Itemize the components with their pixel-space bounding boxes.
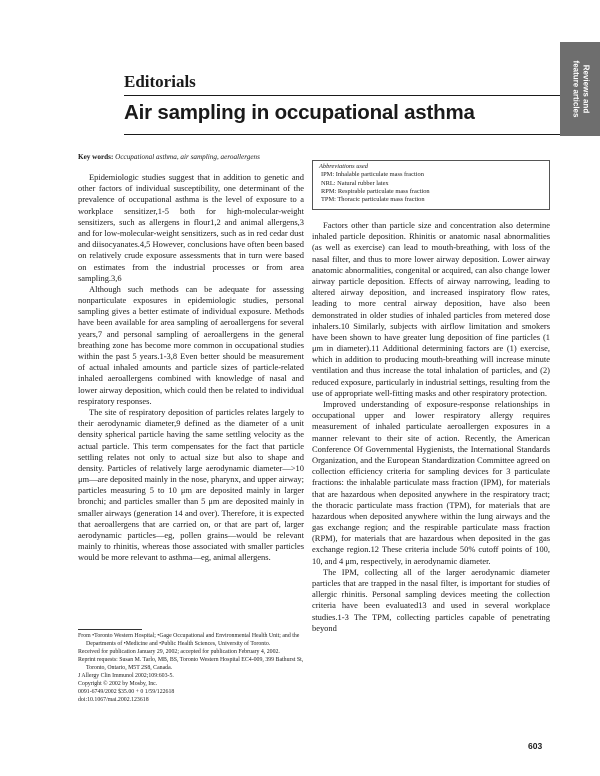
article-title: Air sampling in occupational asthma — [124, 101, 475, 124]
footnote-divider — [78, 629, 142, 630]
section-label: Editorials — [124, 72, 196, 91]
abbreviation-item: TPM: Thoracic particulate mass fraction — [321, 196, 425, 204]
section-tab — [560, 42, 600, 136]
abbreviation-item: RPM: Respirable particulate mass fraction — [321, 187, 430, 195]
section-tab-line1: Reviews and — [581, 64, 591, 114]
abbreviation-item: IPM: Inhalable particulate mass fraction — [321, 171, 424, 179]
footnote-reprints: Reprint requests: Susan M. Tarlo, MB, BS, Toronto Western Hospital EC4-009, 399 Bathurst St, Toronto, Ontario, M5T 2S8, Canada. — [78, 657, 304, 671]
abbreviations-box — [312, 160, 550, 210]
footnote-received: Received for publication January 29, 2002; accepted for publication February 4, 2002. — [78, 649, 280, 655]
paragraph: Epidemiologic studies suggest that in addition to genetic and other factors of individual susceptibility, one determinant of the prevalence of occupational asthma is the level of exposure to a workplace sensitizer,1-5 both for high-molecular-weight sensitizers, such as allergens in flour1,2 and animal allergens,3 and for low-molecular-weight sensitizers, such as in red cedar dust and diisocyanates.4,5 However, conclusions have often been based on relatively crude exposure assessments that in turn were based on estimates from the industrial processes or from area sampling.3,6 — [78, 172, 304, 283]
title-rule-top — [124, 95, 560, 96]
body-right-column — [312, 220, 550, 634]
abbreviation-item: NRL: Natural rubber latex — [321, 179, 389, 187]
abbreviations-title: Abbreviations used — [319, 163, 368, 170]
paragraph: Improved understanding of exposure-response relationships in occupational upper and lower respiratory allergy requires measurement of inhaled particulate aeroallergen exposures in a manner relevant to their site of action. Recently, the American Conference Of Governmental Hygienists, the International Standards Organization, and the European Standardization Committee agreed on collection efficiency criteria for sampling devices for 3 particulate fractions: the inhalable particulate mass fraction (IPM), for materials that are hazardous when deposited anywhere in the respiratory tract; the thoracic particulate mass fraction (TPM), for materials that are hazardous when deposited anywhere within the lung airways and the gas exchange region; and the respirable particulate mass fraction (RPM), for materials that are hazardous when deposited in the gas exchange region.12 These criteria include 50% cutoff points of 100, 10, and 4 μm, respectively, in aerodynamic diameter. — [312, 399, 550, 566]
footnote-copyright: Copyright © 2002 by Mosby, Inc. — [78, 681, 158, 687]
section-tab-label — [570, 61, 590, 118]
page-number: 603 — [528, 741, 543, 751]
paragraph: Factors other than particle size and concentration also determine inhaled particle deposition. Rhinitis or anatomic nasal abnormalities (as well as exercise) can lead to mouth-breathing, with loss of the nasal filter, and thus to more lower airway deposition. Lower airway anatomic abnormalities, congenital or acquired, can also change lower airway particle deposition. Effects of airway narrowing, leading to altered airway deposition, and increased inspiratory flow rates, leading to more central airway deposition, have also been demonstrated in older studies of inhaled particles from metered dose inhalers.10 Similarly, subjects with airflow limitation and smokers have been shown to have greater lung deposition of fine particles (1 μm in diameter).11 Additional determining factors are (1) exercise, which in addition to producing mouth-breathing will increase minute ventilation and thus increase the total inhalation of particles, and (2) reduced exposure, particularly in industrial settings, resulting from the use of appropriate well-fitting masks and other respiratory protection. — [312, 220, 550, 398]
paragraph: The IPM, collecting all of the larger aerodynamic diameter particles that are trapped in the nasal filter, is important for studies of allergic rhinitis. Personal sampling devices meeting the collection criteria have been evaluated13 and used in several workplace studies.1-3 The TPM, collecting particles capable of penetrating beyond — [312, 566, 550, 633]
footnote-doi: doi:10.1067/mai.2002.123618 — [78, 697, 149, 703]
footnote-issn: 0091-6749/2002 $35.00 + 0 1/59/122618 — [78, 689, 175, 695]
paragraph: Although such methods can be adequate for assessing nonparticulate exposures in epidemiologic studies, personal sampling gives a better estimate of individual exposure. Methods have been available for area sampling of aeroallergens for several years,7 and personal sampling of aeroallergens in the general breathing zone has become more common in occupational studies within the past 5 years.1-3,8 Even better should be measurement of actual inhaled amounts and particle sizes of particle-related inhaled aeroallergens combined with knowledge of nasal and lower airway deposition, which could then be related to individual respiratory responses. — [78, 283, 304, 406]
keywords — [78, 153, 318, 162]
section-tab-line2: feature articles — [571, 60, 581, 118]
footnotes — [78, 632, 304, 704]
paragraph: The site of respiratory deposition of particles relates largely to their aerodynamic diameter,9 defined as the diameter of a unit density spherical particle having the same settling velocity as the actual particle. This term compensates for the fact that particle settling relates not only to actual size but also to shape and density. Particles of relatively large aerodynamic diameter—>10 μm—are deposited mainly in the nose, pharynx, and upper airway; particles measuring 5 to 10 μm are deposited mainly in larger bronchi; and particles smaller than 5 μm are deposited mainly in smaller airways (generation 14 and over). Therefore, it is expected that aeroallergens that are carried on, or that are part of, larger aerodynamic particles—eg, pollen grains—would be relevant mainly to rhinitis, whereas those associated with smaller particles would be more relevant to asthma—eg, animal allergens. — [78, 406, 304, 563]
keywords-label: Key words: — [78, 153, 114, 161]
body-left-column — [78, 172, 304, 564]
footnote-affiliation: From •Toronto Western Hospital; •Gage Occupational and Environmental Health Unit; and the Departments of •Medicine and •Public Health Sciences, University of Toronto. — [78, 633, 300, 647]
keywords-text: Occupational asthma, air sampling, aeroallergens — [115, 153, 260, 161]
footnote-journal: J Allergy Clin Immunol 2002;109:603-5. — [78, 673, 174, 679]
title-rule-bottom — [124, 134, 560, 135]
